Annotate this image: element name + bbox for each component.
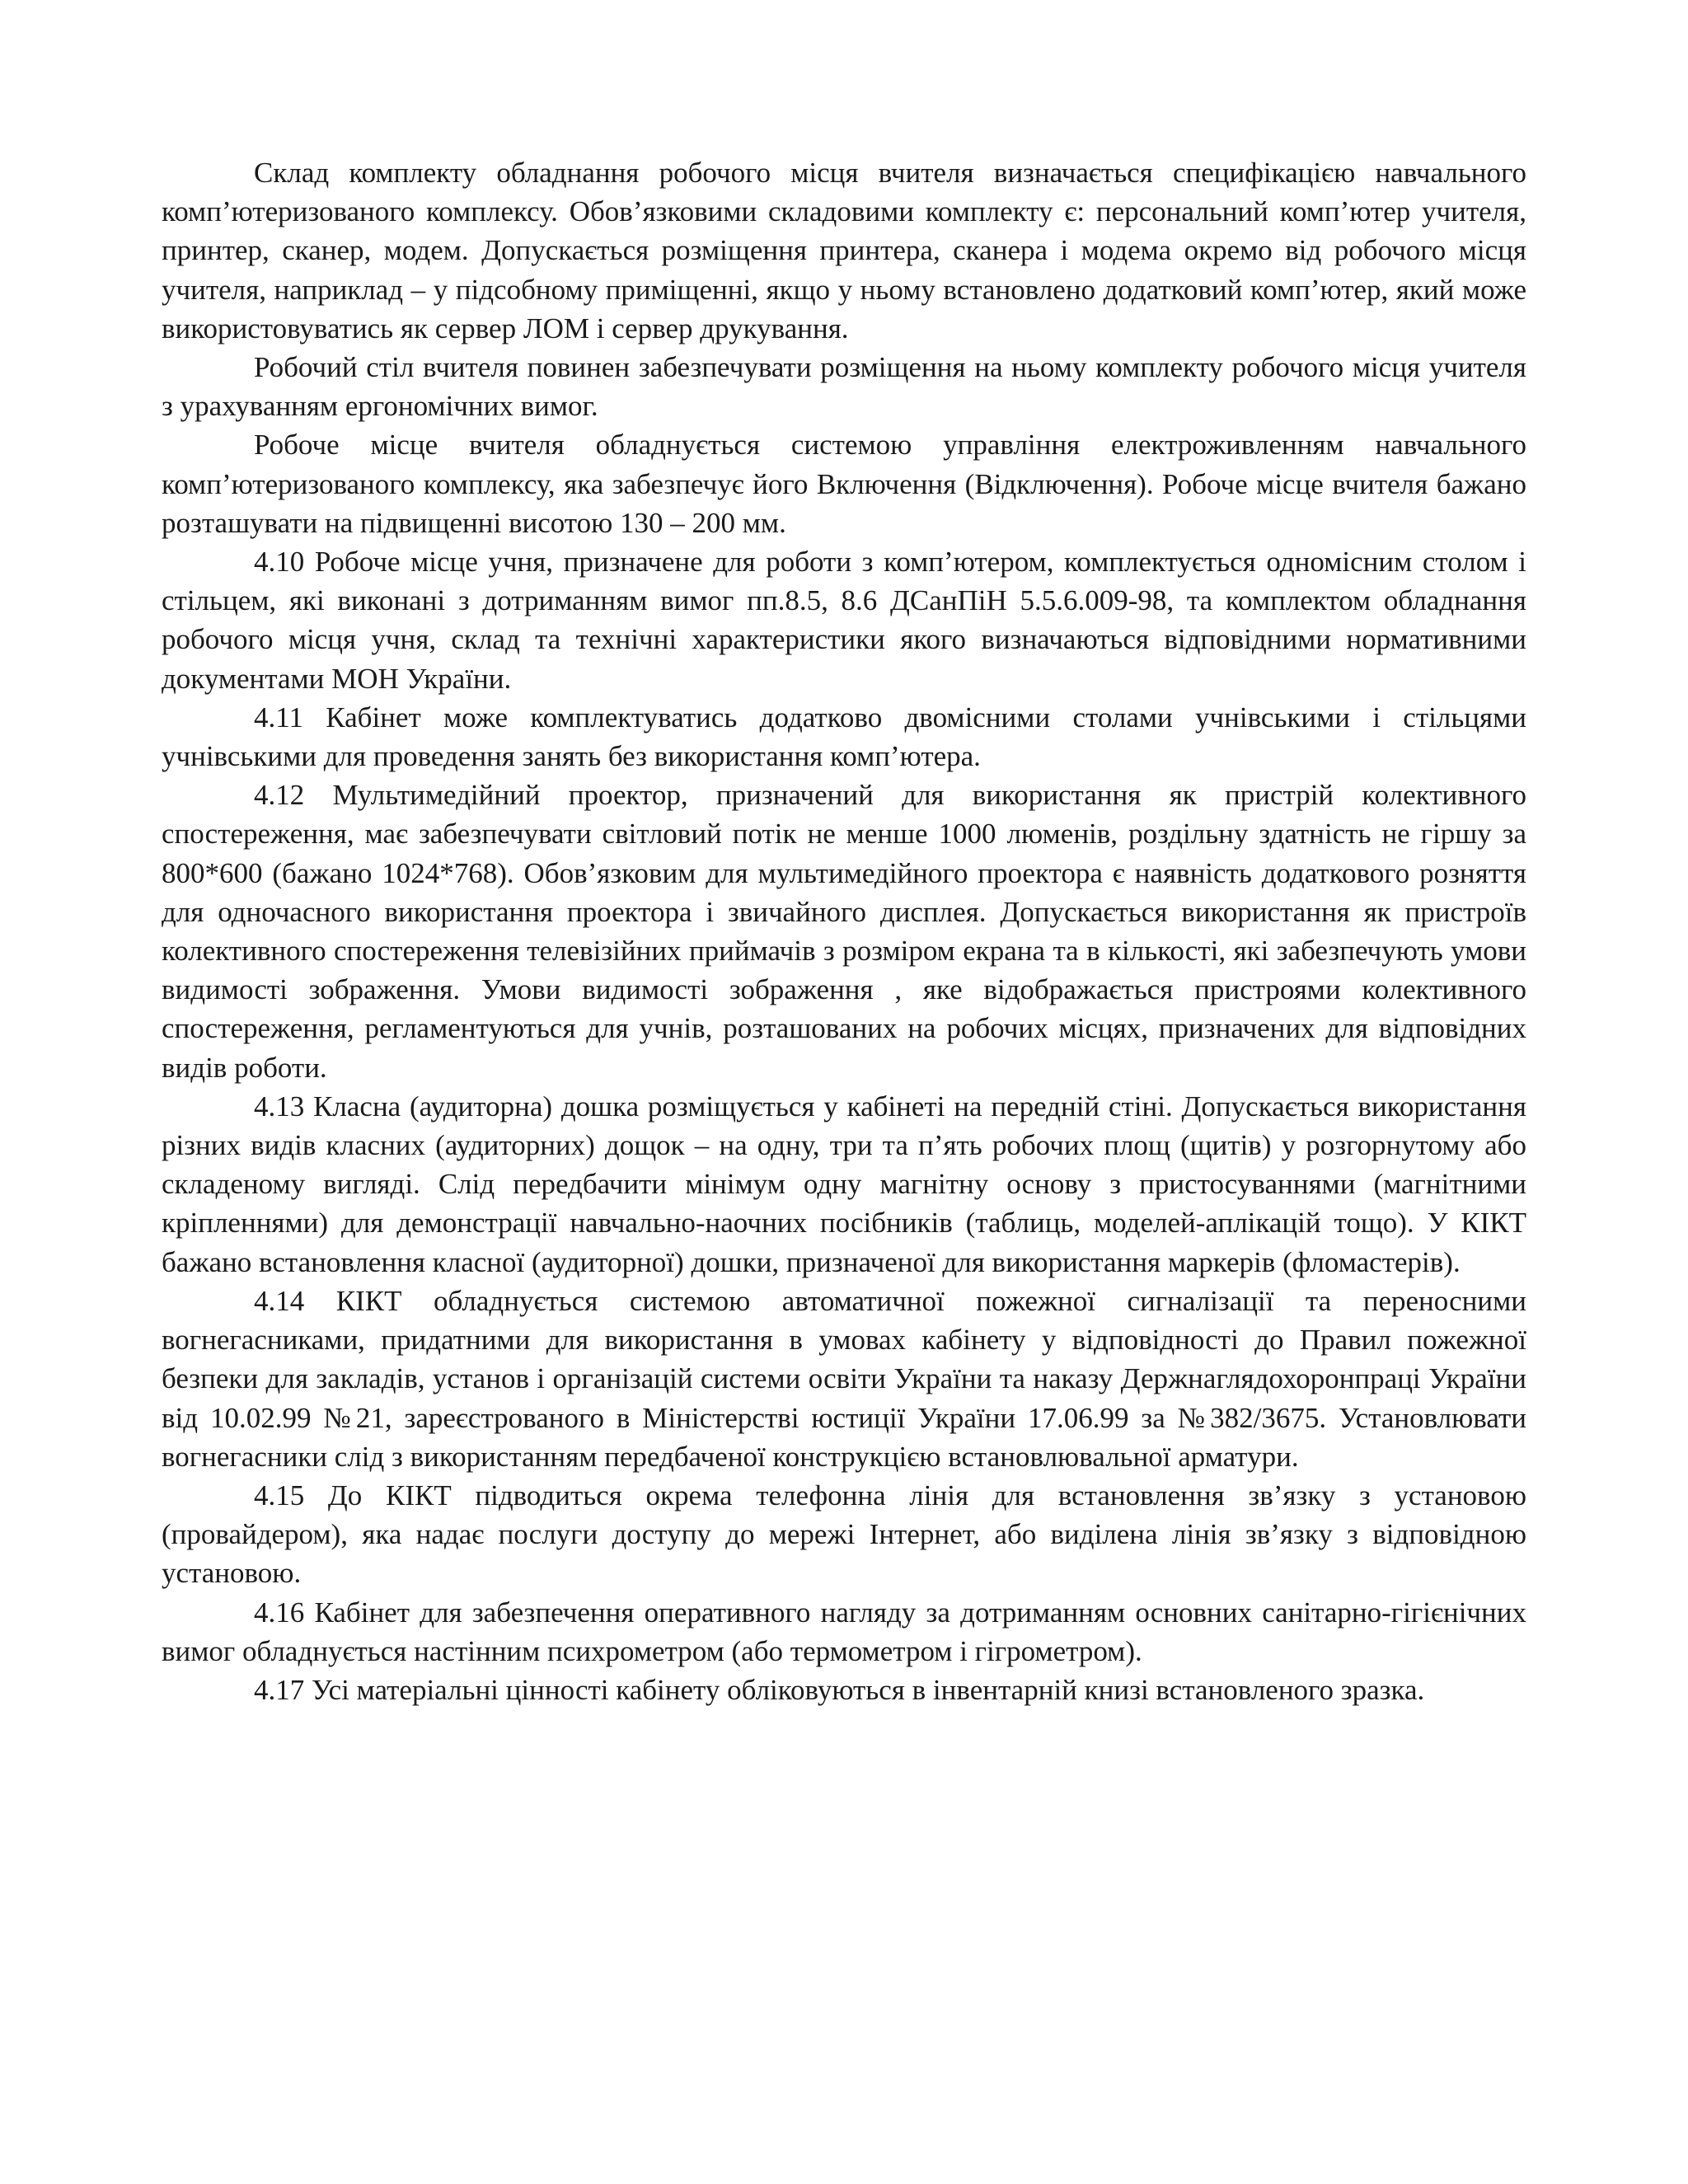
paragraph-4-12: 4.12 Мультимедійний проектор, призначений для використання як пристрій колективного спостереження, має забезпечувати світловий потік не менше 1000 люменів, роздільну здатність не гіршу за 800*600 (бажано 1024*768). Обов’язковим для мультимедійного проектора є наявність додаткового розняття для одночасного використання проектора і звичайного дисплея. Допускається використання як пристроїв колективного спостереження телевізійних приймачів з розміром екрана та в кількості, які забезпечують умови видимості зображення. Умови видимості зображення , яке відображається пристроями колективного спостереження, регламентуються для учнів, розташованих на робочих місцях, призначених для відповідних видів роботи. — [162, 779, 1526, 1084]
paragraph-teacher-workstation-composition: Склад комплекту обладнання робочого місця вчителя визначається специфікацією навчального комп’ютеризованого комплексу. Обов’язковими складовими комплекту є: персональний комп’ютер учителя, принтер, сканер, модем. Допускається розміщення принтера, сканера і модема окремо від робочого місця учителя, наприклад – у підсобному приміщенні, якщо у ньому встановлено додатковий комп’ютер, який може використовуватись як сервер ЛОМ і сервер друкування. — [162, 157, 1526, 344]
paragraph-4-10: 4.10 Робоче місце учня, призначене для роботи з комп’ютером, комплектується одномісним столом і стільцем, які виконані з дотриманням вимог пп.8.5, 8.6 ДСанПіН 5.5.6.009-98, та комплектом обладнання робочого місця учня, склад та технічні характеристики якого визначаються відповідними нормативними документами МОН України. — [162, 546, 1526, 695]
document-body — [162, 153, 1526, 1709]
paragraph-4-15: 4.15 До КІКТ підводиться окрема телефонна лінія для встановлення зв’язку з установою (провайдером), яка надає послуги доступу до мережі Інтернет, або виділена лінія зв’язку з відповідною установою. — [162, 1479, 1526, 1590]
paragraph-4-14: 4.14 КІКТ обладнується системою автоматичної пожежної сигналізації та переносними вогнегасниками, придатними для використання в умовах кабінету у відповідності до Правил пожежної безпеки для закладів, установ і організацій системи освіти України та наказу Держнаглядохоронпраці України від 10.02.99 №21, зареєстрованого в Міністерстві юстиції України 17.06.99 за №382/3675. Установлювати вогнегасники слід з використанням передбаченої конструкцією встановлювальної арматури. — [162, 1284, 1526, 1473]
paragraph-4-11: 4.11 Кабінет може комплектуватись додатково двомісними столами учнівськими і стільцями учнівськими для проведення занять без використання комп’ютера. — [162, 701, 1526, 773]
paragraph-4-16: 4.16 Кабінет для забезпечення оперативного нагляду за дотриманням основних санітарно-гігієнічних вимог обладнується настінним психрометром (або термометром і гігрометром). — [162, 1596, 1526, 1667]
paragraph-4-17: 4.17 Усі матеріальні цінності кабінету обліковуються в інвентарній книзі встановленого зразка. — [254, 1673, 1425, 1706]
paragraph-4-13: 4.13 Класна (аудиторна) дошка розміщується у кабінеті на передній стіні. Допускається використання різних видів класних (аудиторних) дощок – на одну, три та п’ять робочих площ (щитів) у розгорнутому або складеному вигляді. Слід передбачити мінімум одну магнітну основу з пристосуваннями (магнітними кріпленнями) для демонстрації навчально-наочних посібників (таблиць, моделей-аплікацій тощо). У КІКТ бажано встановлення класної (аудиторної) дошки, призначеної для використання маркерів (фломастерів). — [162, 1090, 1526, 1278]
paragraph-teacher-power-control: Робоче місце вчителя обладнується системою управління електроживленням навчального комп’ютеризованого комплексу, яка забезпечує його Включення (Відключення). Робоче місце вчителя бажано розташувати на підвищенні висотою 130 – 200 мм. — [162, 429, 1526, 539]
paragraph-teacher-desk: Робочий стіл вчителя повинен забезпечувати розміщення на ньому комплекту робочого місця учителя з урахуванням ергономічних вимог. — [162, 351, 1526, 423]
